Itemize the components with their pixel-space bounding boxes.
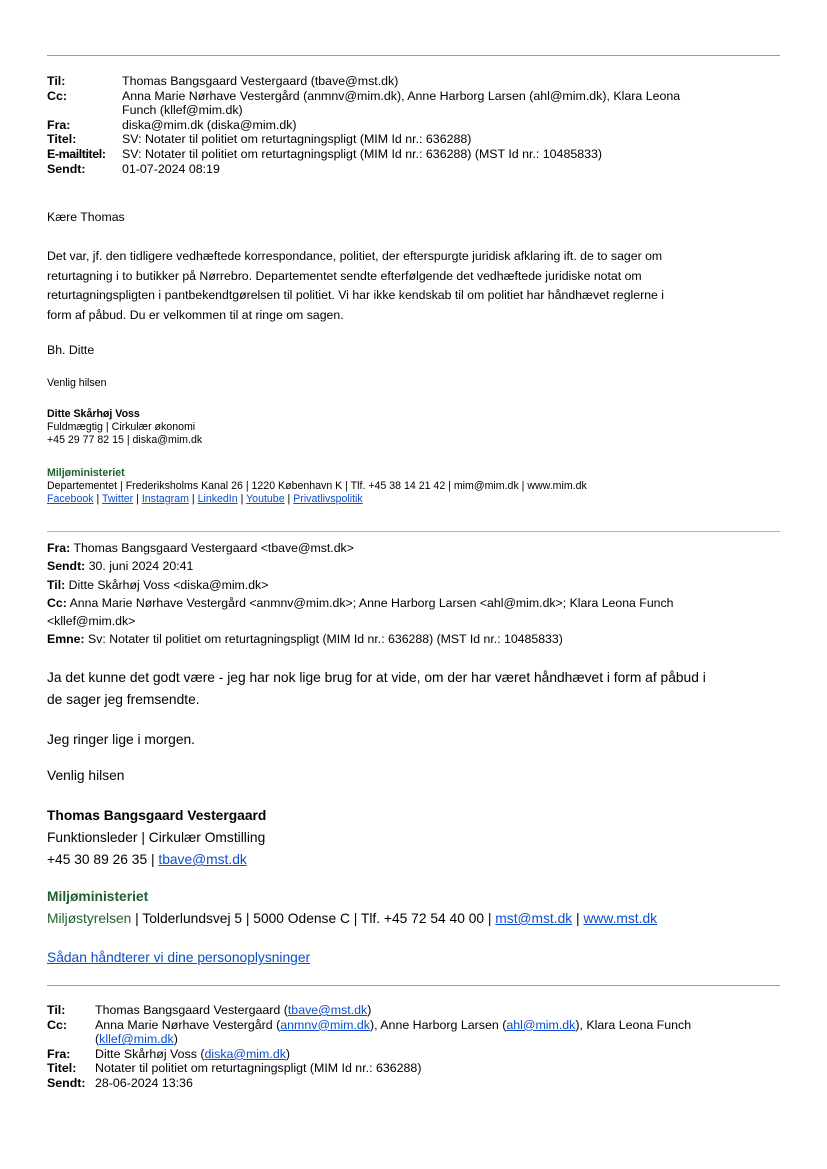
divider-bottom xyxy=(47,985,780,986)
cc-label: Cc: xyxy=(47,1017,67,1032)
til-email-link[interactable]: tbave@mst.dk xyxy=(287,1003,368,1017)
thomas-name: Thomas Bangsgaard Vestergaard xyxy=(47,808,267,823)
fwd-emne-value: Sv: Notater til politiet om returtagningspligt (MIM Id nr.: 636288) (MST Id nr.: 10485833) xyxy=(88,632,563,647)
mst-web-link[interactable]: www.mst.dk xyxy=(583,911,658,926)
reply-signoff: Bh. Ditte xyxy=(47,343,95,357)
ditte-signature xyxy=(47,408,787,447)
sendt-value: 28-06-2024 13:36 xyxy=(95,1075,193,1090)
fwd-cc-value-line2: <kllef@mim.dk> xyxy=(47,614,136,629)
fwd-cc-label: Cc: xyxy=(47,595,67,610)
thomas-address: | Tolderlundsvej 5 | 5000 Odense C | Tlf. +45 72 54 40 00 | xyxy=(131,911,496,926)
titel-value: SV: Notater til politiet om returtagningspligt (MIM Id nr.: 636288) xyxy=(122,132,472,147)
divider-top xyxy=(47,55,780,56)
cc-value-line1: Anna Marie Nørhave Vestergård (anmnv@mim.dk), Anne Harborg Larsen (ahl@mim.dk), Klara Leona xyxy=(122,88,681,103)
thomas-message xyxy=(47,667,787,711)
thomas-org-block: Miljøministeriet Miljøstyrelsen | Tolderlundsvej 5 | 5000 Odense C | Tlf. +45 72 54 40 00 | mst@mst.dk | www.mst.dk xyxy=(47,889,658,926)
til-value: Thomas Bangsgaard Vestergaard (tbave@mst.dk) xyxy=(122,74,399,88)
reply-greeting: Kære Thomas xyxy=(47,210,125,224)
titel-value: Notater til politiet om returtagningspligt (MIM Id nr.: 636288) xyxy=(95,1061,422,1076)
ditte-closing: Venlig hilsen xyxy=(47,377,107,389)
twitter-link[interactable]: Twitter xyxy=(101,493,134,505)
reply-paragraph-line: form af påbud. Du er velkommen til at ringe om sagen. xyxy=(47,307,344,322)
ditte-name: Ditte Skårhøj Voss xyxy=(47,408,140,420)
sendt-value: 01-07-2024 08:19 xyxy=(122,161,220,176)
ditte-contact: +45 29 77 82 15 | diska@mim.dk xyxy=(47,434,203,446)
thomas-message-line: de sager jeg fremsendte. xyxy=(47,692,200,707)
divider-forward xyxy=(47,531,780,532)
thomas-phone: +45 30 89 26 35 | xyxy=(47,852,159,867)
til-label: Til: xyxy=(47,1003,66,1017)
ditte-title: Fuldmægtig | Cirkulær økonomi xyxy=(47,421,196,433)
instagram-link[interactable]: Instagram xyxy=(141,493,189,505)
reply-paragraph-line: returtagningspligten i pantbekendtgørelsen til politiet. Vi har ikke kendskab til om politiet har håndhævet reglerne i xyxy=(47,288,665,302)
youtube-link[interactable]: Youtube xyxy=(246,493,285,505)
ditte-address: Departementet | Frederiksholms Kanal 26 | 1220 København K | Tlf. +45 38 14 21 42 | mim@mim.dk | www.mim.dk xyxy=(47,480,587,492)
cc-email-link-ahl[interactable]: ahl@mim.dk xyxy=(506,1017,576,1032)
ditte-org: Miljøministeriet xyxy=(47,467,125,479)
mst-mail-link[interactable]: mst@mst.dk xyxy=(495,911,573,926)
cc-email-link-kllef[interactable]: kllef@mim.dk xyxy=(99,1032,174,1047)
til-label: Til: xyxy=(47,74,66,88)
fra-email-link[interactable]: diska@mim.dk xyxy=(204,1046,286,1061)
reply-paragraph xyxy=(47,247,787,325)
fwd-fra-label: Fra: xyxy=(47,541,71,555)
thomas-closing: Venlig hilsen xyxy=(47,768,125,783)
fwd-fra-value: Thomas Bangsgaard Vestergaard <tbave@mst.dk> xyxy=(73,541,354,555)
fra-label: Fra: xyxy=(47,1046,71,1061)
cc-label: Cc: xyxy=(47,88,67,103)
thomas-title: Funktionsleder | Cirkulær Omstilling xyxy=(47,830,266,845)
ditte-org-block xyxy=(47,467,787,506)
privacy-policy-link[interactable]: Privatlivspolitik xyxy=(293,493,363,505)
fwd-cc-value: Anna Marie Nørhave Vestergård <anmnv@mim.dk>; Anne Harborg Larsen <ahl@mim.dk>; Klara Leona Funch xyxy=(69,595,674,610)
cc-email-link-anmnv[interactable]: anmnv@mim.dk xyxy=(280,1017,370,1032)
thomas-org: Miljøministeriet xyxy=(47,889,149,904)
reply-paragraph-line: Det var, jf. den tidligere vedhæftede korrespondance, politiet, der efterspurgte juridisk afklaring ift. de to sager om xyxy=(47,249,663,263)
cc-value-line2: Funch (kllef@mim.dk) xyxy=(122,103,243,118)
thomas-email-link[interactable]: tbave@mst.dk xyxy=(158,852,247,867)
thomas-message-line: Ja det kunne det godt være - jeg har nok lige brug for at vide, om der har været håndhævet i form af påbud i xyxy=(47,670,706,685)
fwd-til-label: Til: xyxy=(47,577,66,592)
fwd-til-value: Ditte Skårhøj Voss <diska@mim.dk> xyxy=(68,577,269,592)
emailtitel-value: SV: Notater til politiet om returtagningspligt (MIM Id nr.: 636288) (MST Id nr.: 10485833) xyxy=(122,146,603,161)
email-header-bottom: Til: Thomas Bangsgaard Vestergaard (tbave@mst.dk) Cc: Anna Marie Nørhave Vestergård (anmnv@mim.dk), Anne Harborg Larsen (ahl@mim.dk), Klara Leona Funch (kllef@mim.dk) Fra: Ditte Skårhøj Voss (diska@mim.dk) Titel: Notater til politiet om returtagningspligt (MIM Id nr.: 636288) Sendt: 28-06-2024 13:36 xyxy=(47,1003,780,1091)
titel-label: Titel: xyxy=(47,132,77,147)
email-header-top xyxy=(47,74,780,176)
thomas-agency: Miljøstyrelsen xyxy=(47,911,132,926)
linkedin-link[interactable]: LinkedIn xyxy=(197,493,238,505)
fwd-sendt-label: Sendt: xyxy=(47,559,86,574)
fra-label: Fra: xyxy=(47,117,71,132)
reply-paragraph-line: returtagning i to butikker på Nørrebro. Departementet sendte efterfølgende det vedhæftede juridiske notat om xyxy=(47,268,642,283)
sendt-label: Sendt: xyxy=(47,161,86,176)
facebook-link[interactable]: Facebook xyxy=(47,493,94,505)
emailtitel-label: E-mailtitel: xyxy=(47,146,106,161)
privacy-link[interactable]: Sådan håndterer vi dine personoplysninger xyxy=(47,950,311,965)
fwd-sendt-value: 30. juni 2024 20:41 xyxy=(88,559,194,574)
privacy-line xyxy=(47,947,787,969)
titel-label: Titel: xyxy=(47,1061,77,1076)
thomas-signature xyxy=(47,805,787,871)
sendt-label: Sendt: xyxy=(47,1075,86,1090)
forwarded-header xyxy=(47,539,787,649)
social-links: Facebook | Twitter | Instagram | LinkedIn | Youtube | Privatlivspolitik xyxy=(47,493,363,505)
fwd-emne-label: Emne: xyxy=(47,632,85,647)
fra-value: diska@mim.dk (diska@mim.dk) xyxy=(122,117,297,132)
thomas-message-line3: Jeg ringer lige i morgen. xyxy=(47,732,196,747)
